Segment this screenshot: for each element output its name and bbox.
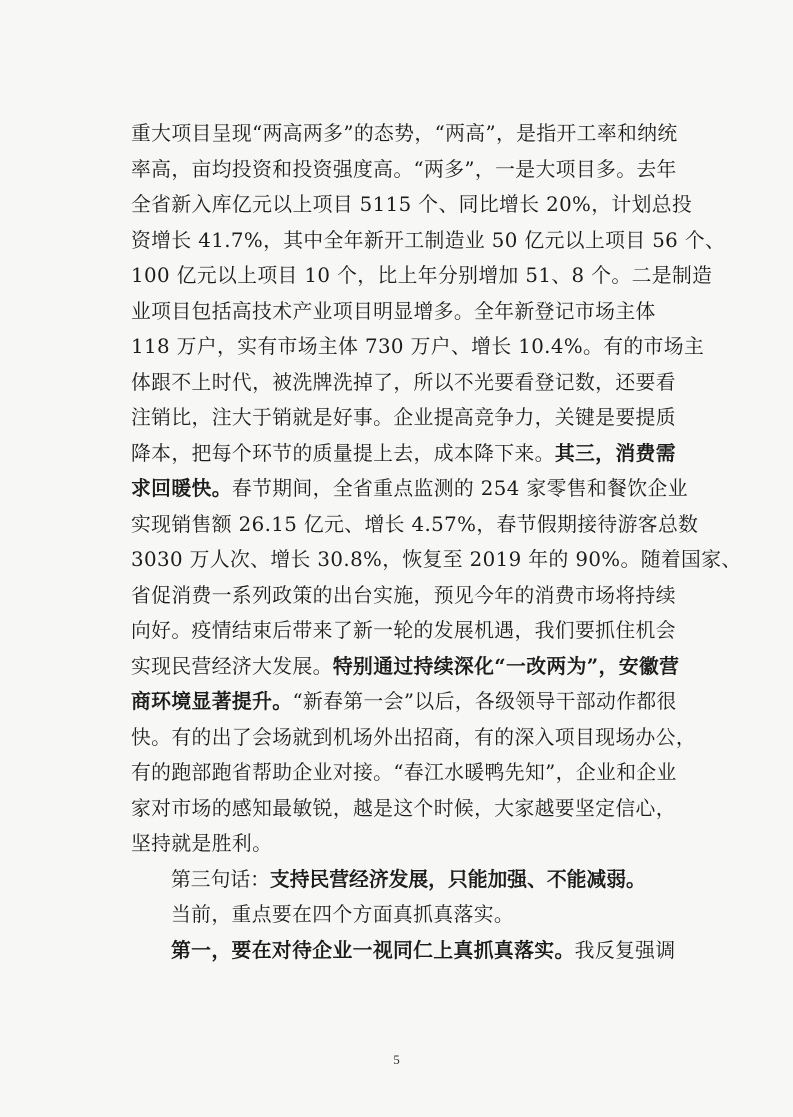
text-line	[131, 507, 699, 543]
text-line	[131, 826, 663, 862]
text-segment: 3030 万人次、增长 30.8%，恢复至 2019 年的 90%。随着国家、	[131, 548, 742, 571]
paragraph-3-rest: 我反复强调	[574, 938, 676, 962]
text-segment: 实现销售额 26.15 亿元、增长 4.57%，春节假期接待游客总数	[131, 512, 699, 536]
text-segment: 快。有的出了会场就到机场外出招商，有的深入项目现场办公，	[131, 725, 697, 749]
paragraph-3	[131, 933, 676, 969]
text-line	[131, 258, 713, 294]
text-segment: 降本，把每个环节的质量提上去，成本降下来。	[131, 441, 555, 465]
text-line	[131, 684, 677, 720]
text-line	[131, 294, 663, 330]
text-segment: 春节期间，全省重点监测的 254 家零售和餐饮企业	[231, 477, 688, 500]
text-segment: 100 亿元以上项目 10 个，比上年分别增加 51、8 个。二是制造	[131, 264, 713, 287]
text-line	[131, 116, 678, 152]
text-line	[131, 436, 676, 472]
bold-segment: 求回暖快。	[131, 476, 232, 500]
text-segment: 注销比，注大于销就是好事。企业提高竞争力，关键是要提质	[131, 406, 676, 429]
text-line	[131, 329, 705, 365]
text-segment: 重大项目呈现“两高两多”的态势，“两高”，是指开工率和纳统	[131, 122, 678, 145]
paragraph-3-bold: 第一，要在对待企业一视同仁上真抓真落实。	[171, 937, 575, 962]
text-line	[131, 542, 742, 578]
section-heading-3	[131, 862, 663, 898]
heading-text: 支持民营经济发展，只能加强、不能减弱。	[269, 866, 646, 891]
text-segment: 全省新入库亿元以上项目 5115 个、同比增长 20%，计划总投	[131, 193, 693, 216]
text-line	[131, 649, 680, 685]
text-segment: 资增长 41.7%，其中全年新开工制造业 50 亿元以上项目 56 个、	[131, 228, 726, 252]
text-line	[131, 755, 677, 791]
text-segment: 家对市场的感知最敏锐，越是这个时候，大家越要坚定信心，	[131, 796, 676, 820]
bold-segment: 商环境显著提升。	[131, 689, 293, 713]
text-line	[131, 720, 697, 756]
text-segment: 向好。疫情结束后带来了新一轮的发展机遇，我们要抓住机会	[131, 619, 676, 642]
text-segment: “新春第一会”以后，各级领导干部动作都很	[292, 690, 677, 713]
bold-segment: 特别通过持续深化“一改两为”，安徽营	[332, 653, 680, 678]
text-line	[131, 791, 676, 827]
text-line	[131, 365, 676, 401]
body-text	[131, 116, 742, 968]
text-line	[131, 400, 676, 436]
text-segment: 率高，亩均投资和投资强度高。“两多”，一是大项目多。去年	[131, 157, 677, 181]
paragraph-1	[131, 116, 742, 862]
text-segment: 118 万户，实有市场主体 730 万户、增长 10.4%。有的市场主	[131, 335, 705, 358]
text-line	[131, 471, 688, 507]
text-segment: 有的跑部跑省帮助企业对接。“春江水暖鸭先知”，企业和企业	[131, 761, 677, 784]
text-segment: 体跟不上时代，被洗牌洗掉了，所以不光要看登记数，还要看	[131, 370, 676, 394]
text-line	[131, 187, 693, 223]
text-line	[131, 223, 726, 259]
text-segment: 实现民营经济大发展。	[131, 654, 333, 678]
paragraph-2: 当前，重点要在四个方面真抓真落实。	[171, 903, 515, 926]
text-line	[131, 578, 676, 614]
text-segment: 业项目包括高技术产业项目明显增多。全年新登记市场主体	[131, 299, 656, 323]
page-number: 5	[393, 1052, 400, 1067]
heading-label: 第三句话：	[171, 867, 270, 891]
text-line	[131, 152, 677, 188]
text-line	[131, 613, 676, 649]
bold-segment: 其三，消费需	[554, 440, 676, 465]
text-segment: 坚持就是胜利。	[131, 832, 273, 855]
text-segment: 省促消费一系列政策的出台实施，预见今年的消费市场将持续	[131, 583, 676, 607]
